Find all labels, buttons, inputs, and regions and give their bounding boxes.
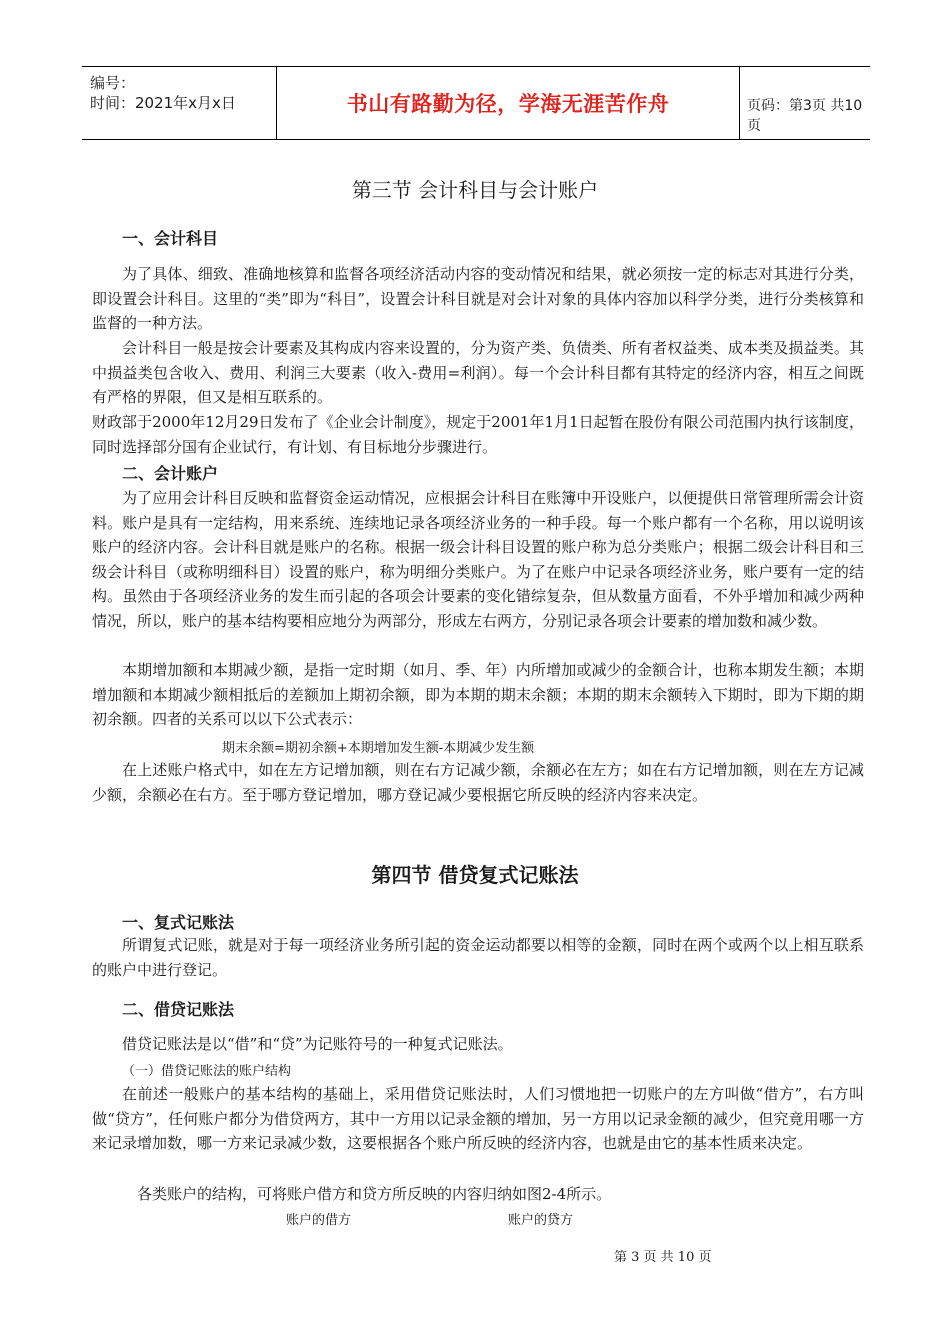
paragraph: 借贷记账法是以“借”和“贷”为记账符号的一种复式记账法。 [122,1035,513,1053]
paragraph: 在前述一般账户的基本结构的基础上，采用借贷记账法时，人们习惯地把一切账户的左方叫做“借方”，右方叫做“贷方”，任何账户都分为借贷两方，其中一方用以记录金额的增加，另一方用以记录金额的减少，但究竟用哪一方来记录增加数，哪一方来记录减少数，这要根据各个账户所反映的经济内容，也就是由它的基本性质来决定。 [92,1085,864,1152]
paragraph: 财政部于2000年12月29日发布了《企业会计制度》，规定于2001年1月1日起暂在股份有限公司范围内执行该制度，同时选择部分国有企业试行，有计划、有目标地分步骤进行。 [92,413,864,456]
paragraph: 各类账户的结构，可将账户借方和贷方所反映的内容归纳如图2-4所示。 [137,1185,612,1203]
page-header [82,66,870,140]
debit-column-label: 账户的借方 [286,1213,352,1228]
time-label: 时间：2021年x月x日 [90,94,236,112]
paragraph: 本期增加额和本期减少额，是指一定时期（如月、季、年）内所增加或减少的金额合计，也称本期发生额；本期增加额和本期减少额相抵后的差额加上期初余额，即为本期的期末余额；本期的期末余额转入下期时，即为下期的期初余额。四者的关系可以以下公式表示： [92,661,864,728]
page-info: 页码：第3页 共10页 [747,98,863,134]
motto: 书山有路勤为径，学海无涯苦作舟 [346,92,670,116]
section4-subheading-2: 二、借贷记账法 [122,1000,235,1019]
subsection-heading: （一）借贷记账法的账户结构 [122,1064,292,1079]
paragraph: 所谓复式记账，就是对于每一项经济业务所引起的资金运动都要以相等的金额，同时在两个或两个以上相互联系的账户中进行登记。 [92,936,864,979]
paragraph: 为了具体、细致、准确地核算和监督各项经济活动内容的变动情况和结果，就必须按一定的标志对其进行分类，即设置会计科目。这里的“类”即为“科目”，设置会计科目就是对会计对象的具体内容加以科学分类，进行分类核算和监督的一种方法。 [92,265,864,332]
page-footer: 第 3 页 共 10 页 [614,1250,712,1265]
section4-title: 第四节 借贷复式记账法 [371,863,579,887]
credit-column-label: 账户的贷方 [508,1213,574,1228]
header-meta [90,73,236,113]
section4-subheading-1: 一、复式记账法 [122,913,235,932]
motto-cell [276,67,740,139]
section3-subheading-2: 二、会计账户 [122,464,219,483]
section3-title: 第三节 会计科目与会计账户 [351,178,599,202]
paragraph: 会计科目一般是按会计要素及其构成内容来设置的，分为资产类、负债类、所有者权益类、成本类及损益类。其中损益类包含收入、费用、利润三大要素（收入-费用=利润）。每一个会计科目都有其特定的经济内容，相互之间既有严格的界限，但又是相互联系的。 [92,339,864,406]
number-label: 编号： [90,74,136,92]
paragraph: 在上述账户格式中，如在左方记增加额，则在右方记减少额，余额必在左方；如在右方记增加额，则在左方记减少额，余额必在右方。至于哪方登记增加，哪方登记减少要根据它所反映的经济内容来决定。 [92,761,864,804]
section3-subheading-1: 一、会计科目 [122,229,219,248]
formula: 期末余额=期初余额+本期增加发生额-本期减少发生额 [222,741,535,756]
paragraph: 为了应用会计科目反映和监督资金运动情况，应根据会计科目在账簿中开设账户，以便提供日常管理所需会计资料。账户是具有一定结构，用来系统、连续地记录各项经济业务的一种手段。每一个账户都有一个名称，用以说明该账户的经济内容。会计科目就是账户的名称。根据一级会计科目设置的账户称为总分类账户；根据二级会计科目和三级会计科目（或称明细科目）设置的账户，称为明细分类账户。为了在账户中记录各项经济业务，账户要有一定的结构。虽然由于各项经济业务的发生而引起的各项会计要素的变化错综复杂，但从数量方面看，不外乎增加和减少两种情况，所以，账户的基本结构要相应地分为两部分，形成左右两方，分别记录各项会计要素的增加数和减少数。 [92,489,864,630]
